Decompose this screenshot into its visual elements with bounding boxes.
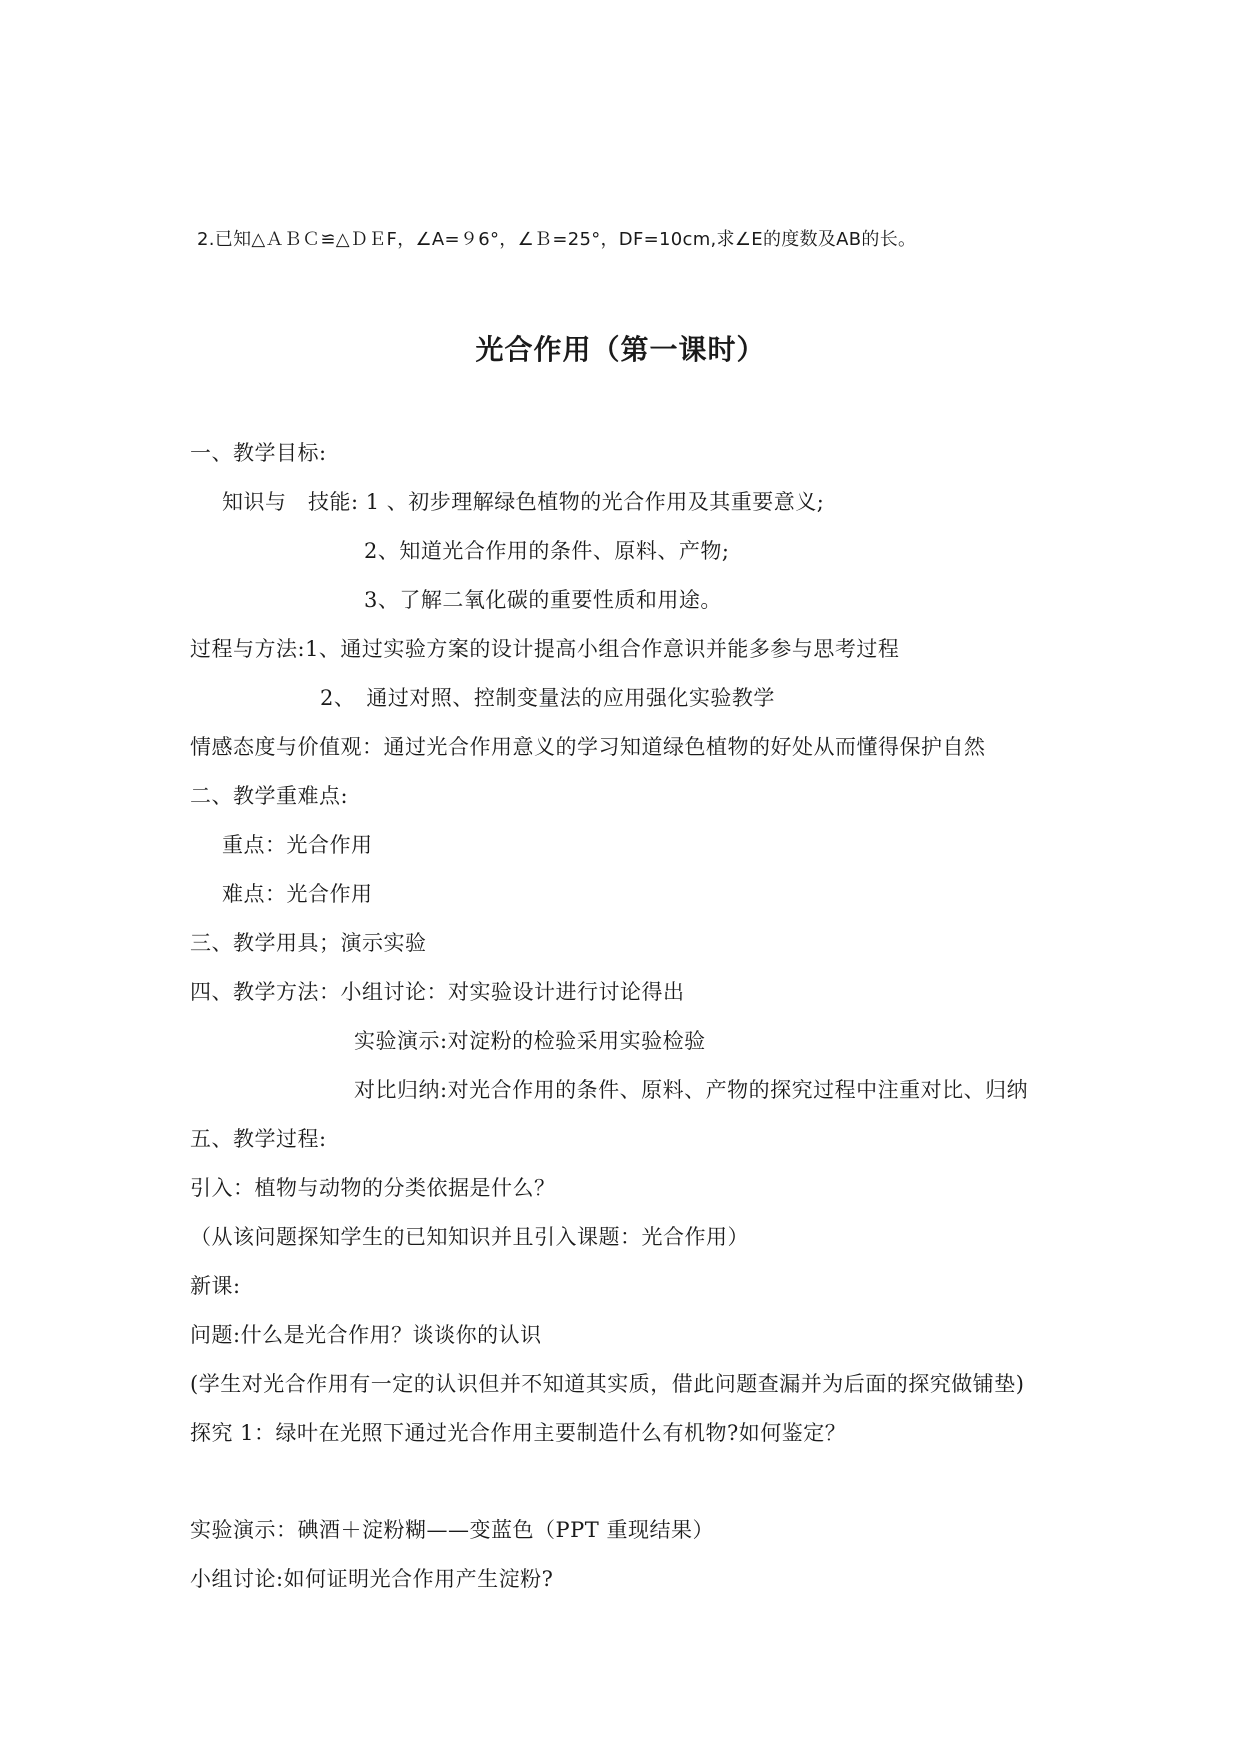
page-title: 光合作用（第一课时） <box>475 333 766 366</box>
text-line: 难点：光合作用 <box>222 882 373 906</box>
text-line: 实验演示：碘酒＋淀粉糊——变蓝色（PPT 重现结果） <box>190 1518 714 1542</box>
text-line: 二、教学重难点: <box>190 784 349 808</box>
text-line: 问题:什么是光合作用？谈谈你的认识 <box>190 1323 542 1347</box>
text-line: 2、 通过对照、控制变量法的应用强化实验教学 <box>320 686 775 710</box>
text-line: 实验演示:对淀粉的检验采用实验检验 <box>354 1029 706 1053</box>
text-line: 2、知道光合作用的条件、原料、产物; <box>364 539 730 563</box>
text-line: 探究 1：绿叶在光照下通过光合作用主要制造什么有机物?如何鉴定？ <box>190 1421 847 1445</box>
text-line: 五、教学过程: <box>190 1127 327 1151</box>
text-line: 三、教学用具；演示实验 <box>190 931 427 955</box>
text-line: 四、教学方法：小组讨论：对实验设计进行讨论得出 <box>190 980 685 1004</box>
text-line: 3、了解二氧化碳的重要性质和用途。 <box>364 588 722 612</box>
text-line: 知识与 技能: 1 、初步理解绿色植物的光合作用及其重要意义; <box>222 490 825 514</box>
text-line: 引入：植物与动物的分类依据是什么？ <box>190 1176 556 1200</box>
text-line: (学生对光合作用有一定的认识但并不知道其实质，借此问题查漏并为后面的探究做铺垫) <box>190 1372 1025 1396</box>
text-line: 小组讨论:如何证明光合作用产生淀粉? <box>190 1567 554 1591</box>
text-line: 过程与方法:1、通过实验方案的设计提高小组合作意识并能多参与思考过程 <box>190 637 900 661</box>
text-line: （从该问题探知学生的已知知识并且引入课题：光合作用） <box>190 1225 749 1249</box>
text-line: 情感态度与价值观：通过光合作用意义的学习知道绿色植物的好处从而懂得保护自然 <box>190 735 986 759</box>
exercise-problem: 2.已知△ＡＢＣ≌△ＤＥF，∠A=９6°，∠Ｂ=25°，DF=10cm,求∠E的度数及AB的长。 <box>197 229 917 250</box>
text-line: 对比归纳:对光合作用的条件、原料、产物的探究过程中注重对比、归纳 <box>354 1078 1029 1102</box>
text-line: 一、教学目标: <box>190 441 327 465</box>
text-line: 新课: <box>190 1274 241 1298</box>
text-line: 重点：光合作用 <box>222 833 373 857</box>
